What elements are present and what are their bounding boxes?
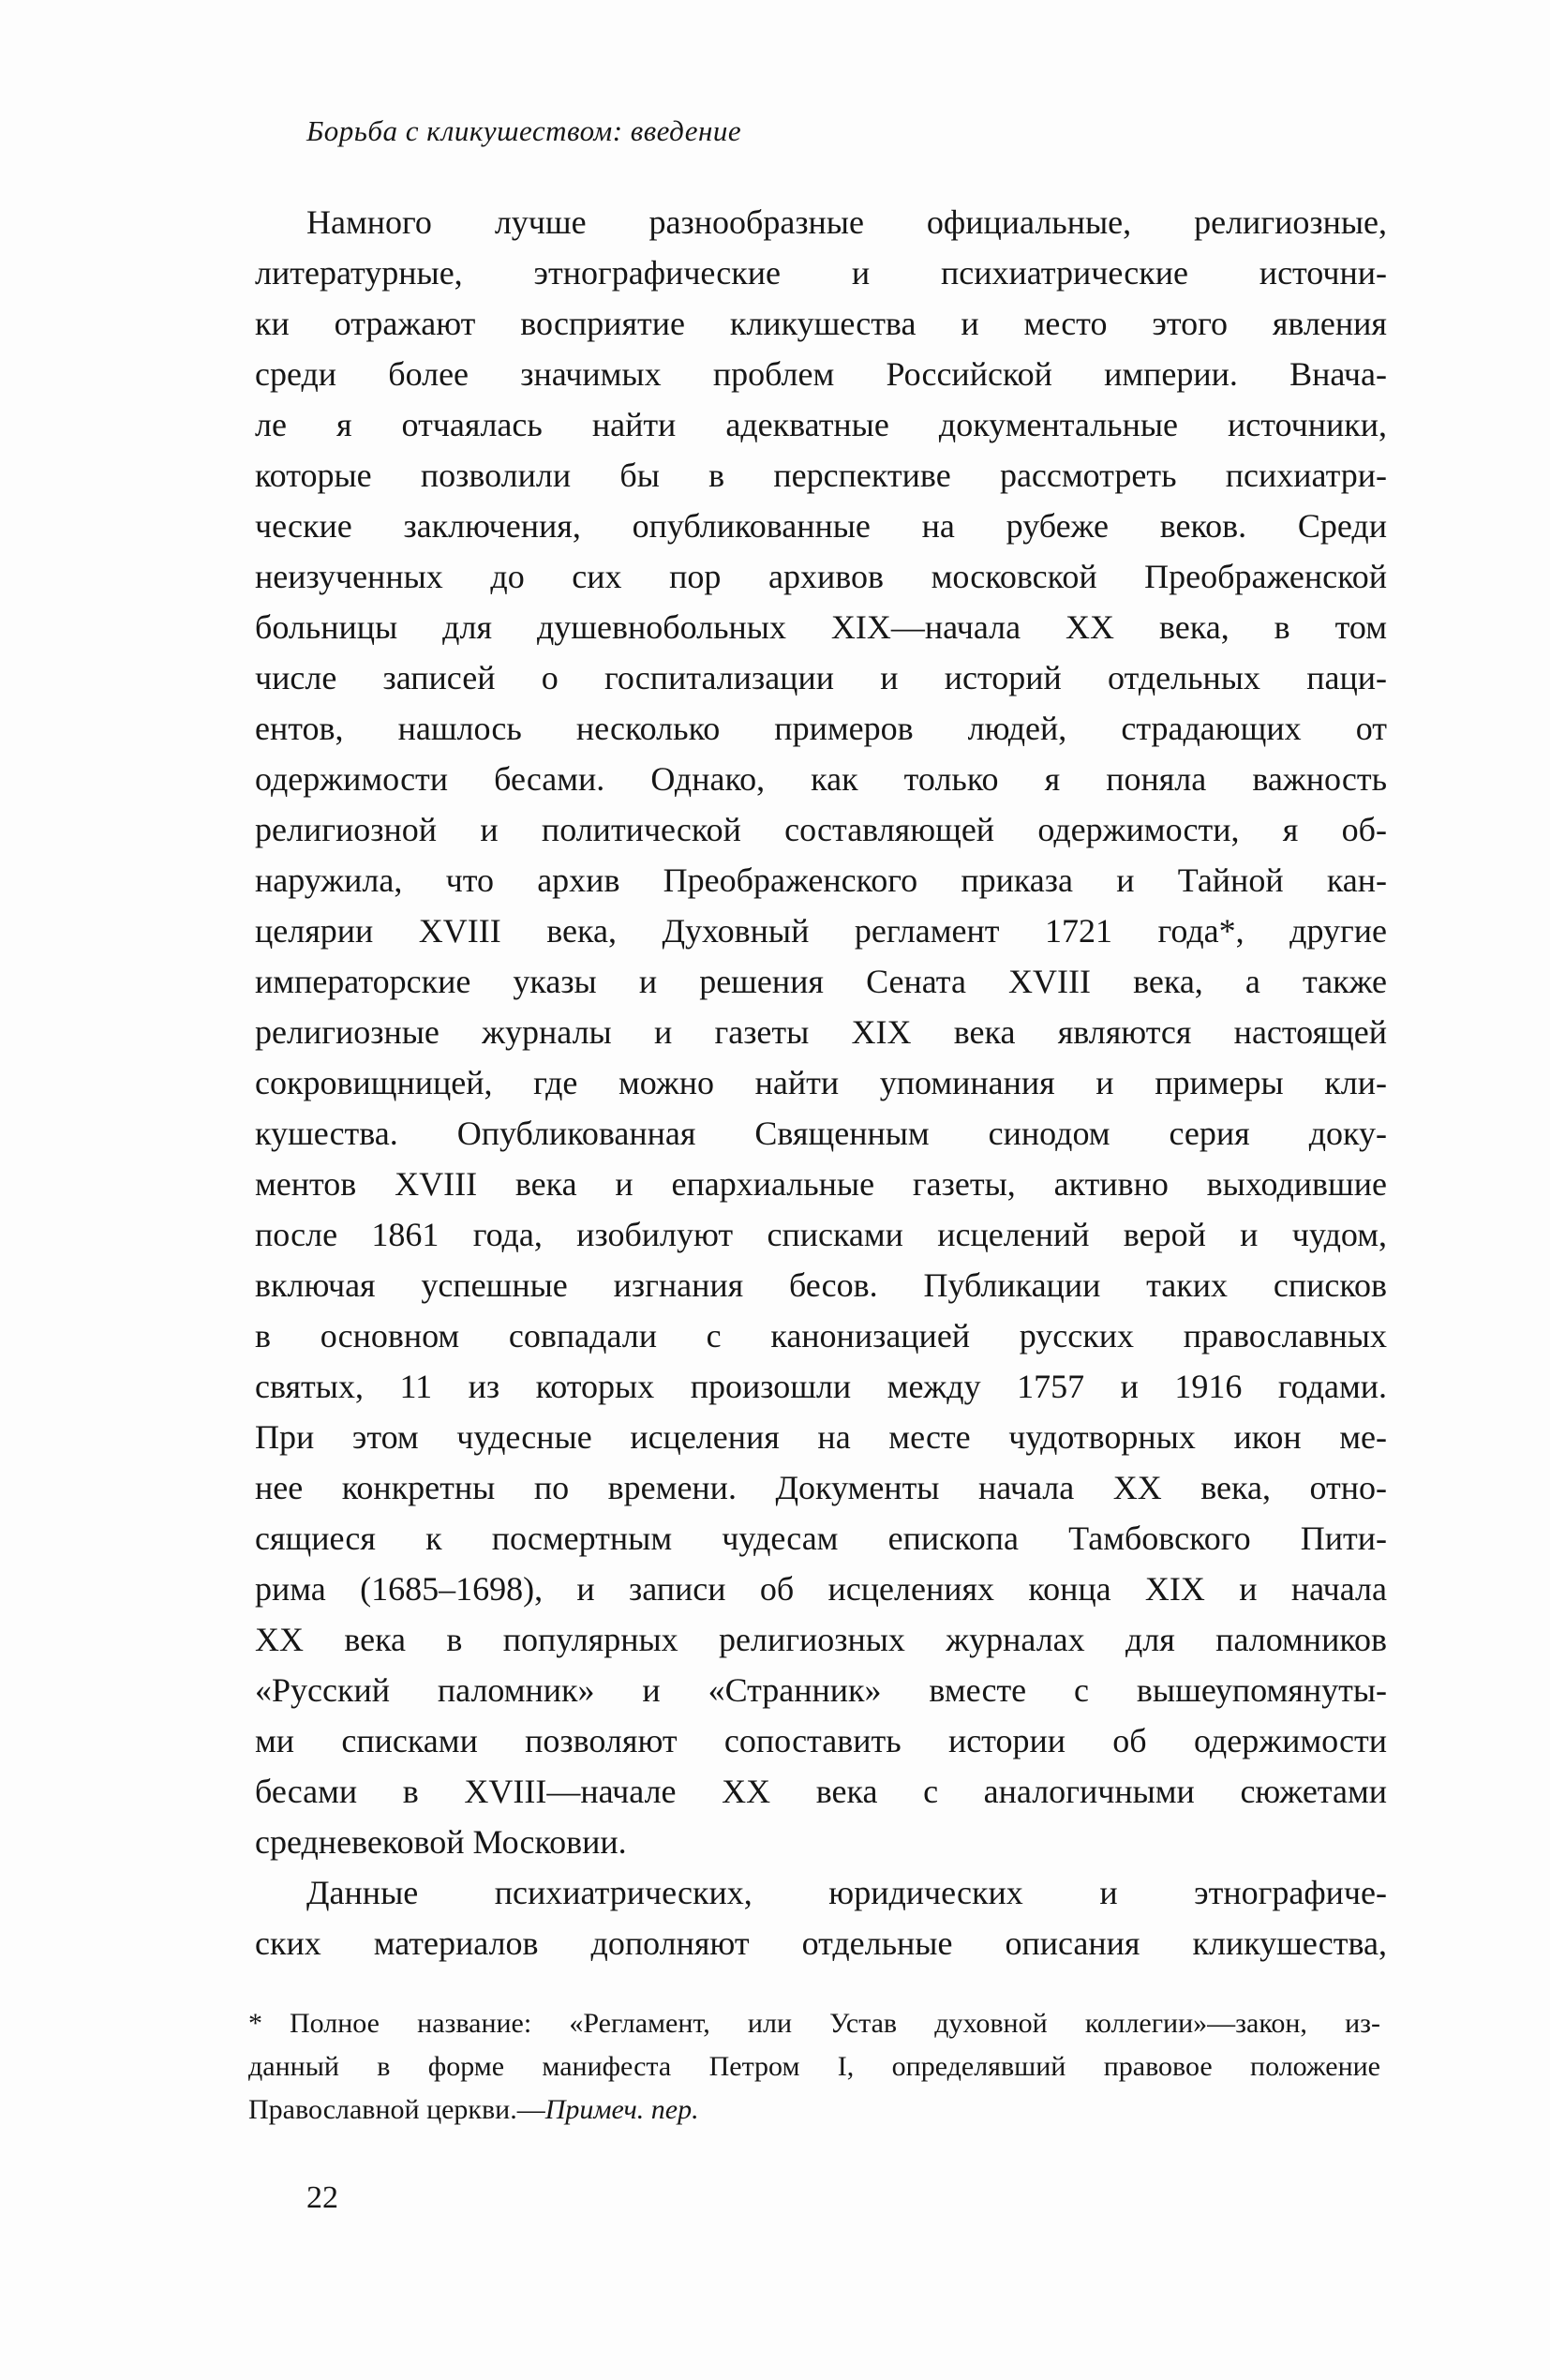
text-line: При этом чудесные исцеления на месте чудотворных икон ме-	[255, 1418, 1387, 1456]
text-line: ческие заключения, опубликованные на рубеже веков. Среди	[255, 507, 1387, 545]
running-header: Борьба с кликушеством: введение	[306, 114, 742, 147]
footnote-text: Православной церкви.—	[248, 2094, 545, 2125]
text-line: среди более значимых проблем Российской империи. Внача-	[255, 355, 1387, 393]
text-line: целярии XVIII века, Духовный регламент 1721 года*, другие	[255, 912, 1387, 950]
text-line: одержимости бесами. Однако, как только я поняла важность	[255, 760, 1387, 798]
footnote	[248, 2002, 1380, 2132]
text-line: Намного лучше разнообразные официальные, религиозные,	[306, 203, 1387, 241]
text-line: ентов, нашлось несколько примеров людей, страдающих от	[255, 710, 1387, 747]
text-line: ле я отчаялась найти адекватные документальные источники,	[255, 406, 1387, 443]
body-text	[255, 197, 1387, 1968]
text-line: больницы для душевнобольных XIX—начала XX века, в том	[255, 608, 1387, 646]
text-line: рима (1685–1698), и записи об исцелениях конца XIX и начала	[255, 1570, 1387, 1608]
footnote-text: Полное название: «Регламент, или Устав духовной коллегии»—закон, из-	[290, 2008, 1380, 2039]
text-line: включая успешные изгнания бесов. Публикации таких списков	[255, 1266, 1387, 1304]
text-line: ских материалов дополняют отдельные описания кликушества,	[255, 1924, 1387, 1962]
text-line: литературные, этнографические и психиатрические источни-	[255, 254, 1387, 292]
text-line: императорские указы и решения Сената XVIII века, а также	[255, 963, 1387, 1000]
text-line: сящиеся к посмертным чудесам епископа Тамбовского Пити-	[255, 1519, 1387, 1557]
footnote-line	[248, 2002, 1380, 2045]
text-line: XX века в популярных религиозных журналах для паломников	[255, 1621, 1387, 1658]
text-line: ми списками позволяют сопоставить истории об одержимости	[255, 1722, 1387, 1759]
text-line: ментов XVIII века и епархиальные газеты, активно выходившие	[255, 1165, 1387, 1203]
page-number: 22	[306, 2180, 338, 2215]
text-line: Данные психиатрических, юридических и этнографиче-	[306, 1874, 1387, 1911]
footnote-translator-note: Примеч. пер.	[544, 2094, 699, 2125]
text-line: религиозной и политической составляющей одержимости, я об-	[255, 811, 1387, 848]
text-line: святых, 11 из которых произошли между 1757 и 1916 годами.	[255, 1368, 1387, 1405]
text-line: после 1861 года, изобилуют списками исцелений верой и чудом,	[255, 1216, 1387, 1253]
text-line: в основном совпадали с канонизацией русских православных	[255, 1317, 1387, 1355]
text-line: наружила, что архив Преображенского приказа и Тайной кан-	[255, 861, 1387, 899]
footnote-line	[248, 2088, 1380, 2132]
text-line: «Русский паломник» и «Странник» вместе с вышеупомянуты-	[255, 1671, 1387, 1709]
text-line: нее конкретны по времени. Документы начала XX века, отно-	[255, 1469, 1387, 1506]
text-line: бесами в XVIII—начале XX века с аналогичными сюжетами	[255, 1773, 1387, 1810]
text-line: средневековой Московии.	[255, 1823, 627, 1861]
text-line: числе записей о госпитализации и историй отдельных паци-	[255, 659, 1387, 696]
text-line: которые позволили бы в перспективе рассмотреть психиатри-	[255, 457, 1387, 494]
text-line: неизученных до сих пор архивов московской Преображенской	[255, 558, 1387, 595]
footnote-line: данный в форме манифеста Петром I, определявший правовое положение	[248, 2051, 1380, 2082]
text-line: религиозные журналы и газеты XIX века являются настоящей	[255, 1013, 1387, 1051]
text-line: ки отражают восприятие кликушества и место этого явления	[255, 305, 1387, 342]
text-line: сокровищницей, где можно найти упоминания и примеры кли-	[255, 1064, 1387, 1101]
text-line: кушества. Опубликованная Священным синодом серия доку-	[255, 1115, 1387, 1152]
footnote-marker: *	[248, 2008, 262, 2039]
